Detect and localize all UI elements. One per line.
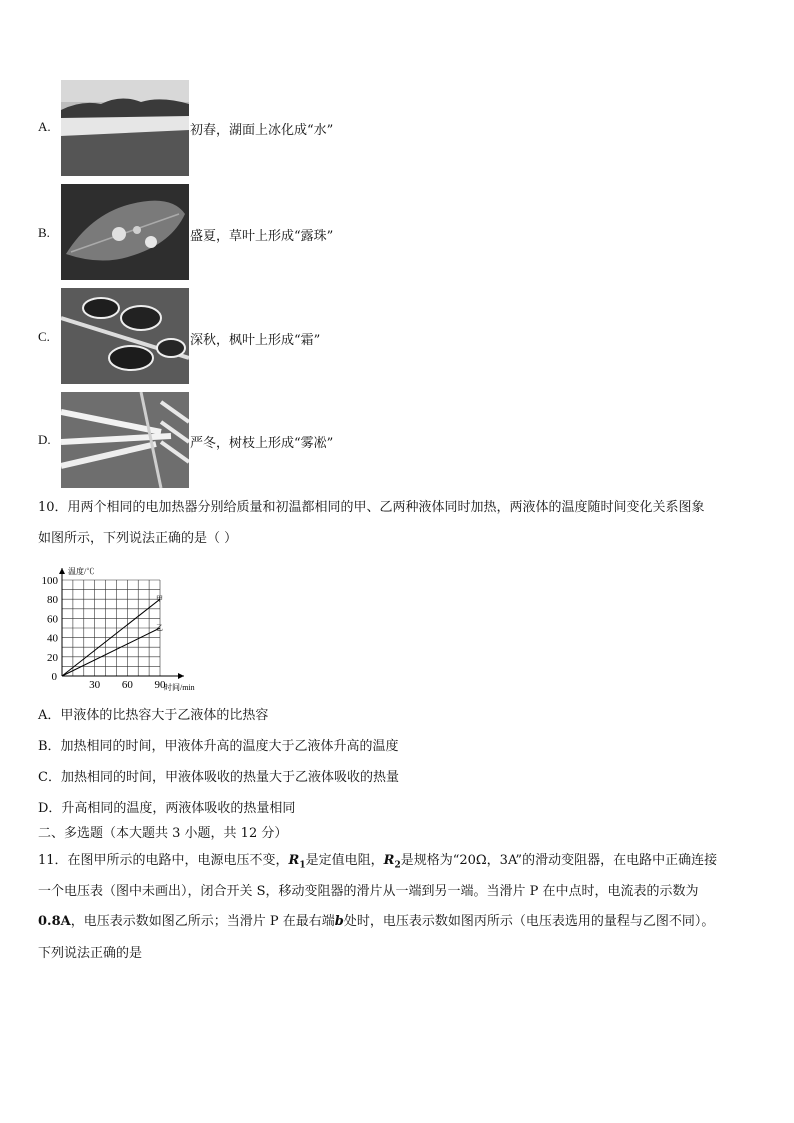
q11-stem-line2: 一个电压表（图中未画出），闭合开关 S，移动变阻器的滑片从一端到另一端。当滑片 P 在中点时，电流表的示数为 xyxy=(38,884,699,899)
frost-leaf-photo xyxy=(61,288,189,384)
x-axis-label: 时间/min xyxy=(164,683,195,692)
r1-symbol: R xyxy=(288,853,300,868)
option-caption: 严冬，树枝上形成“雾凇” xyxy=(190,436,334,451)
x-tick-label: 90 xyxy=(154,679,166,691)
rime-branch-photo xyxy=(61,392,189,488)
leaf-dew-photo xyxy=(61,184,189,280)
end-b-symbol: b xyxy=(334,914,344,929)
origin-label: 0 xyxy=(51,671,57,683)
temperature-time-chart xyxy=(34,562,214,692)
y-tick-label: 100 xyxy=(41,575,58,587)
chart-series xyxy=(62,595,163,676)
series-line xyxy=(62,628,160,676)
x-axis-arrow xyxy=(178,673,184,679)
q10-stem-line2: 如图所示，下列说法正确的是（ ） xyxy=(38,531,238,546)
r2-symbol: R xyxy=(383,853,395,868)
option-letter: C. xyxy=(38,329,50,344)
q11-stem-line1 xyxy=(38,852,717,875)
option-letter: D. xyxy=(38,432,51,447)
q11-text: 11．在图甲所示的电路中，电源电压不变， xyxy=(38,853,289,868)
section-heading-multi-choice: 二、多选题（本大题共 3 小题，共 12 分） xyxy=(38,826,288,841)
y-tick-label: 20 xyxy=(47,651,58,664)
option-caption: 深秋，枫叶上形成“霜” xyxy=(190,333,321,348)
lake-ice-photo xyxy=(61,80,189,176)
q10-option-a: A．甲液体的比热容大于乙液体的比热容 xyxy=(38,708,269,723)
q10-option-d: D．升高相同的温度，两液体吸收的热量相同 xyxy=(38,801,296,816)
chart-grid xyxy=(62,580,160,676)
q11-text: ，电压表示数如图乙所示；当滑片 P 在最右端 xyxy=(70,914,335,929)
y-axis-label: 温度/℃ xyxy=(68,567,95,576)
y-axis-arrow xyxy=(59,568,65,574)
q11-text: 处时，电压表示数如图丙所示（电压表选用的量程与乙图不同）。 xyxy=(343,914,715,929)
q11-stem-line3 xyxy=(38,913,714,931)
y-tick-label: 60 xyxy=(47,613,58,626)
y-tick-label: 80 xyxy=(47,594,58,607)
current-value: 0.8A xyxy=(38,914,71,929)
q10-option-c: C．加热相同的时间，甲液体吸收的热量大于乙液体吸收的热量 xyxy=(38,770,399,785)
option-letter: B. xyxy=(38,225,50,240)
q10-option-b: B．加热相同的时间，甲液体升高的温度大于乙液体升高的温度 xyxy=(38,739,399,754)
chart-svg xyxy=(34,562,214,692)
x-tick-label: 30 xyxy=(89,679,101,691)
option-letter: A. xyxy=(38,119,51,134)
y-tick-label: 40 xyxy=(47,632,58,645)
option-caption: 初春，湖面上冰化成“水” xyxy=(190,123,334,138)
q11-text: 是规格为“20Ω，3A”的滑动变阻器，在电路中正确连接 xyxy=(400,853,718,868)
q11-stem-line4: 下列说法正确的是 xyxy=(38,946,143,961)
chart-labels xyxy=(42,566,195,692)
q11-text: 是定值电阻， xyxy=(305,853,384,868)
series-label: 乙 xyxy=(156,624,163,632)
x-tick-label: 60 xyxy=(121,679,133,691)
q10-stem-line1: 10．用两个相同的电加热器分别给质量和初温都相同的甲、乙两种液体同时加热，两液体的温度随时间变化关系图象 xyxy=(38,500,705,515)
chart-axes xyxy=(59,568,184,679)
option-caption: 盛夏，草叶上形成“露珠” xyxy=(190,229,334,244)
series-label: 甲 xyxy=(156,595,163,604)
r2-subscript: 2 xyxy=(394,860,401,871)
r1-subscript: 1 xyxy=(299,860,306,871)
